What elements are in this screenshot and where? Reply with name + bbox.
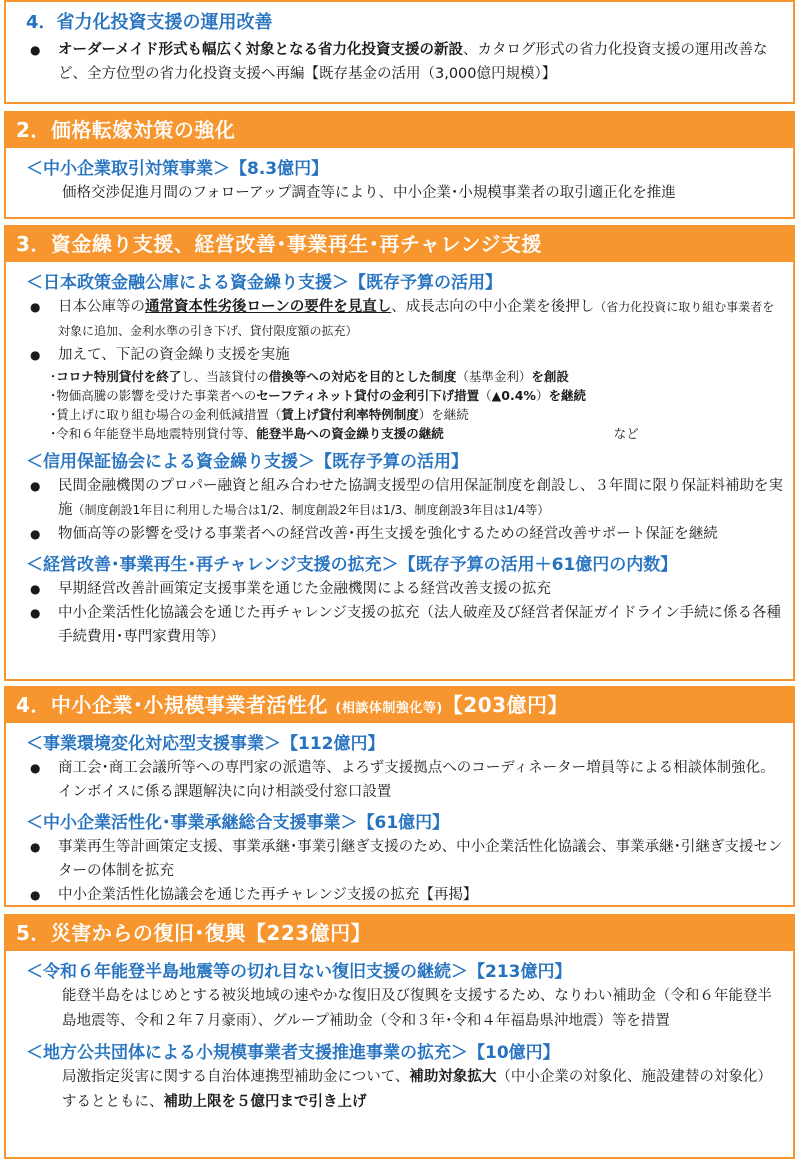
paragraph xyxy=(20,1065,783,1115)
emphasis-text: 補助上限を５億円まで引き上げ xyxy=(163,1094,367,1110)
emphasis-text: セーフティネット貸付の金利引下げ措置 xyxy=(256,388,480,403)
bullet-item xyxy=(20,756,783,804)
text: 事業再生等計画策定支援、事業承継･事業引継ぎ支援のため、中小企業活性化協議会、事業承継･引継ぎ支援センターの体制を拡充 xyxy=(58,839,783,879)
section-title: 2．価格転嫁対策の強化 xyxy=(16,118,236,142)
section-3 xyxy=(4,225,795,681)
emphasis-text: 賃上げ貸付利率特例制度 xyxy=(281,407,419,422)
emphasis-text: 能登半島への資金繰り支援の継続 xyxy=(256,426,444,441)
bullet-item xyxy=(20,38,783,86)
emphasis-text: 通常資本性劣後ローンの要件を見直し xyxy=(145,299,392,315)
bullet-icon: ● xyxy=(30,888,41,902)
section-body xyxy=(6,262,793,649)
subsection-heading: ＜日本政策金融公庫による資金繰り支援＞【既存予算の活用】 xyxy=(26,273,502,293)
sub-item xyxy=(20,424,783,443)
emphasis-text: 借換等への対応を目的とした制度 xyxy=(268,369,457,384)
emphasis-text: を継続 xyxy=(548,388,586,403)
text: ･ xyxy=(50,369,57,384)
text: 加えて、下記の資金繰り支援を実施 xyxy=(58,347,290,363)
emphasis-text: ▲0.4% xyxy=(491,388,536,403)
paragraph xyxy=(20,181,783,206)
text: 、カタログ形式の省力化投資支援の運用改善など、全方位型の省力化投資支援へ再編【既存基金の活用（3,000億円規模）】 xyxy=(58,42,768,82)
section-body xyxy=(6,36,793,86)
section-header xyxy=(6,688,793,723)
section-2 xyxy=(4,111,795,219)
text: （省力化投資に取り組む事業者を対象に追加、金利水準の引き下げ、貸付限度額の拡充） xyxy=(58,300,775,338)
emphasis-text: コロナ特別貸付を終了 xyxy=(56,369,182,384)
subsection-heading: ＜経営改善･事業再生･再チャレンジ支援の拡充＞【既存予算の活用＋61億円の内数】 xyxy=(26,555,678,575)
bullet-item xyxy=(20,474,783,522)
bullet-icon: ● xyxy=(30,43,41,57)
bullet-icon: ● xyxy=(30,761,41,775)
bullet-icon: ● xyxy=(30,582,41,596)
text: （基準金利） xyxy=(456,369,532,384)
section-header xyxy=(6,113,793,148)
section-header xyxy=(6,227,793,262)
text: 中小企業活性化協議会を通じた再チャレンジ支援の拡充【再掲】 xyxy=(58,887,478,903)
bullet-icon: ● xyxy=(30,348,41,362)
section-title: 4．省力化投資支援の運用改善 xyxy=(26,12,273,33)
subsection-heading: ＜事業環境変化対応型支援事業＞【112億円】 xyxy=(26,734,385,754)
section-header xyxy=(6,916,793,951)
bullet-item xyxy=(20,343,783,367)
text: ･物価高騰の影響を受けた事業者への xyxy=(50,388,257,403)
bullet-item xyxy=(20,522,783,546)
paragraph xyxy=(20,984,783,1034)
text: 価格交渉促進月間のフォローアップ調査等により、中小企業･小規模事業者の取引適正化を推進 xyxy=(62,185,676,201)
bullet-icon: ● xyxy=(30,479,41,493)
bullet-icon: ● xyxy=(30,840,41,854)
emphasis-text: オーダーメイド形式も幅広く対象となる省力化投資支援の新設 xyxy=(58,42,463,58)
bullet-icon: ● xyxy=(30,606,41,620)
section-title-note: (相談体制強化等) xyxy=(335,701,443,716)
text: など xyxy=(613,426,639,441)
bullet-item xyxy=(20,295,783,343)
text: ･賃上げに取り組む場合の金利低減措置（ xyxy=(50,407,282,422)
bullet-item xyxy=(20,577,783,601)
text: （ xyxy=(479,388,492,403)
bullet-item xyxy=(20,601,783,649)
section-title: 3．資金繰り支援、経営改善･事業再生･再チャレンジ支援 xyxy=(16,232,542,256)
sub-item xyxy=(20,367,783,386)
text: （制度創設1年目に利用した場合は1/2、制度創設2年目は1/3、制度創設3年目は1/4等） xyxy=(72,503,550,517)
text: ･令和６年能登半島地震特別貸付等、 xyxy=(50,426,257,441)
section-budget: 【203億円】 xyxy=(442,693,569,717)
sub-item xyxy=(20,405,783,424)
section-body xyxy=(6,951,793,1115)
text: し、当該貸付の xyxy=(181,369,269,384)
section-5 xyxy=(4,914,795,1159)
text: 能登半島をはじめとする被災地域の速やかな復旧及び復興を支援するため、なりわい補助金（令和６年能登半島地震等、令和２年７月豪雨）、グループ補助金（令和３年･令和４年福島県沖地震）等を措置 xyxy=(62,988,772,1029)
text: 民間金融機関のプロパー融資と組み合わせた協調支援型の信用保証制度を創設し、３年間に限り保証料補助を実施 xyxy=(58,478,783,518)
text: 日本公庫等の xyxy=(58,299,145,315)
section-4 xyxy=(4,686,795,907)
section-1 xyxy=(4,0,795,104)
text: 物価高等の影響を受ける事業者への経営改善･再生支援を強化するための経営改善サポート保証を継続 xyxy=(58,526,718,542)
bullet-item xyxy=(20,835,783,883)
subsection-heading: ＜中小企業取引対策事業＞【8.3億円】 xyxy=(26,159,329,179)
text: ） xyxy=(535,388,549,403)
text: ）を継続 xyxy=(418,407,469,422)
bullet-icon: ● xyxy=(30,300,41,314)
subsection-heading: ＜信用保証協会による資金繰り支援＞【既存予算の活用】 xyxy=(26,452,468,472)
subsection-heading: ＜地方公共団体による小規模事業者支援推進事業の拡充＞【10億円】 xyxy=(26,1043,560,1063)
section-title: 4．中小企業･小規模事業者活性化 xyxy=(16,693,336,717)
text: （中小企業の対象化、施設建替の対象化）するとともに、 xyxy=(62,1069,772,1110)
section-title: 5．災害からの復旧･復興【223億円】 xyxy=(16,921,372,945)
text: 商工会･商工会議所等への専門家の派遣等、よろず支援拠点へのコーディネーター増員等による相談体制強化。インボイスに係る課題解決に向け相談受付窓口設置 xyxy=(58,760,775,800)
bullet-icon: ● xyxy=(30,527,41,541)
subsection-heading: ＜中小企業活性化･事業承継総合支援事業＞【61億円】 xyxy=(26,813,450,833)
text: 局激指定災害に関する自治体連携型補助金について、 xyxy=(62,1069,410,1085)
text: 、成長志向の中小企業を後押し xyxy=(391,299,595,315)
section-body xyxy=(6,148,793,206)
text: 早期経営改善計画策定支援事業を通じた金融機関による経営改善支援の拡充 xyxy=(58,581,551,597)
subsection-heading: ＜令和６年能登半島地震等の切れ目ない復旧支援の継続＞【213億円】 xyxy=(26,962,572,982)
text: 中小企業活性化協議会を通じた再チャレンジ支援の拡充（法人破産及び経営者保証ガイドライン手続に係る各種手続費用･専門家費用等） xyxy=(58,605,781,645)
section-body xyxy=(6,723,793,907)
emphasis-text: を創設 xyxy=(531,369,569,384)
bullet-item xyxy=(20,883,783,907)
emphasis-text: 補助対象拡大 xyxy=(409,1069,497,1085)
sub-item xyxy=(20,386,783,405)
